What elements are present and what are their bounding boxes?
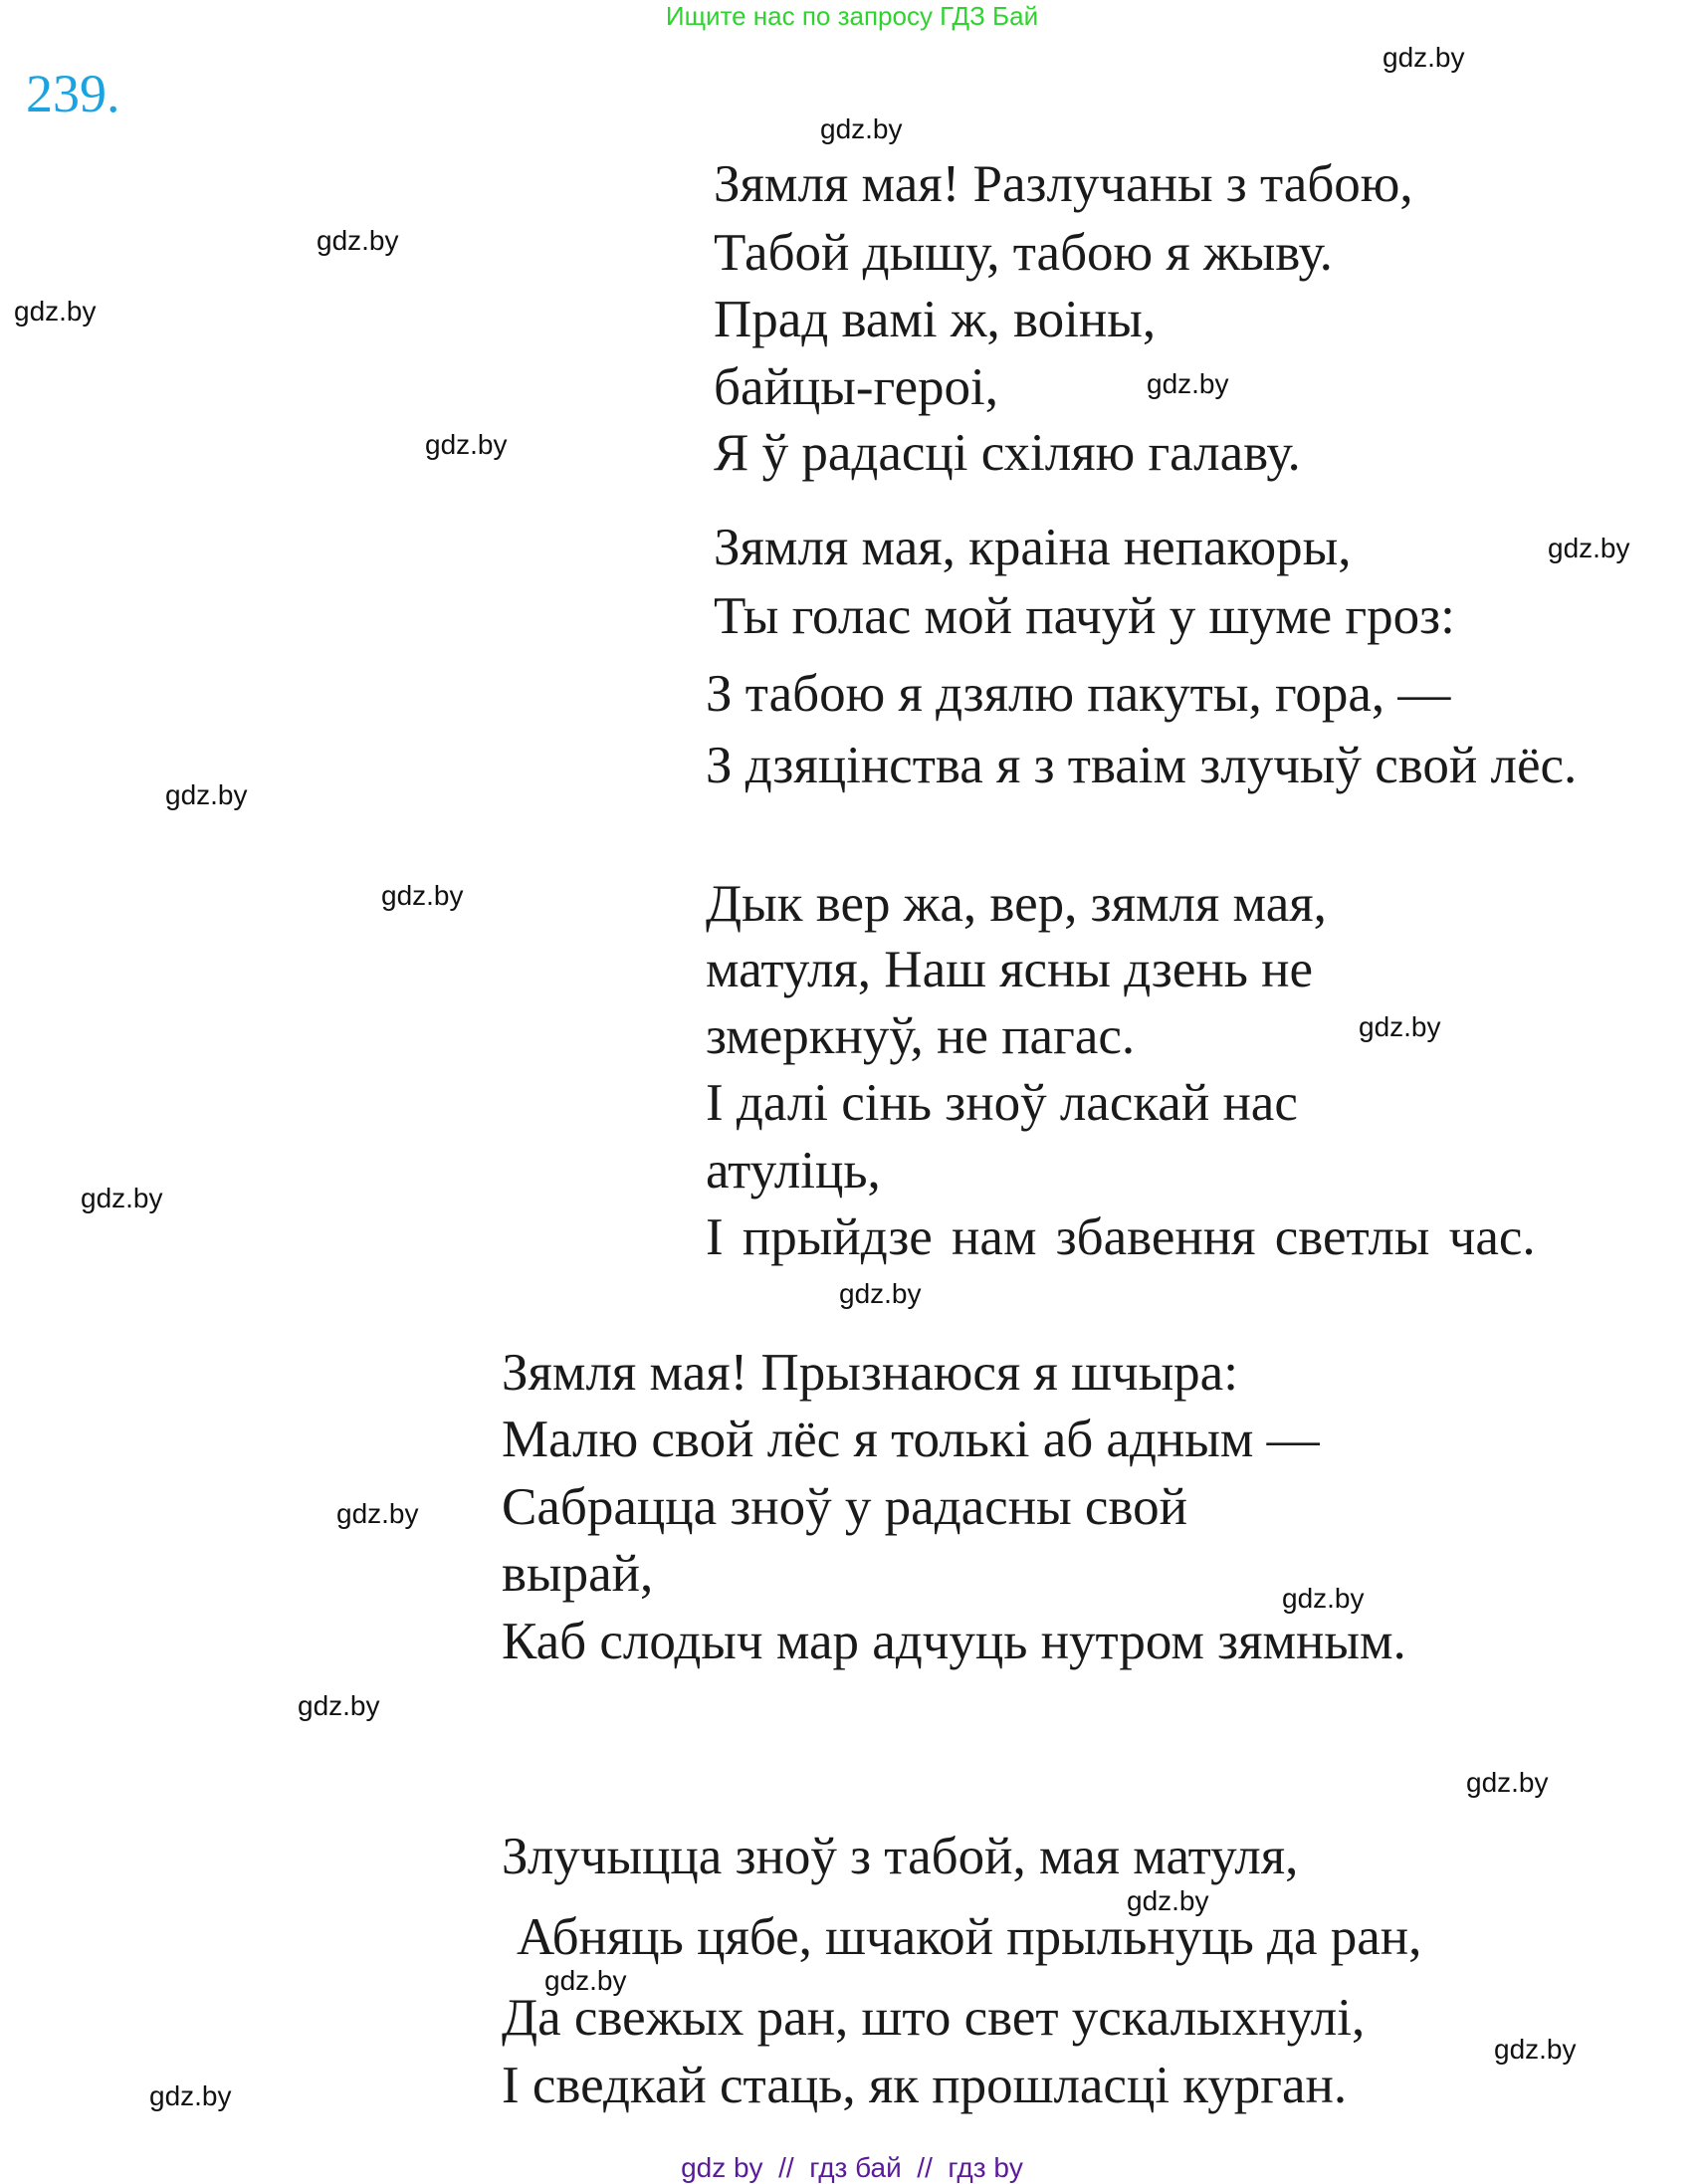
poem-line: Дык вер жа, вер, зямля мая,: [706, 875, 1327, 933]
search-banner: Ищите нас по запросу ГДЗ Бай: [665, 1, 1039, 31]
watermark: gdz.by: [298, 1690, 380, 1721]
poem-line: Прад вамі ж, воіны,: [714, 291, 1157, 348]
watermark: gdz.by: [336, 1498, 419, 1529]
watermark: gdz.by: [425, 429, 508, 460]
poem-line: З дзяцінства я з тваім злучыў свой лёс.: [706, 737, 1578, 794]
poem-line: матуля, Наш ясны дзень не: [706, 941, 1314, 998]
watermark: gdz.by: [820, 113, 903, 144]
watermark: gdz.by: [544, 1965, 627, 1996]
poem-line: Зямля мая! Разлучаны з табою,: [714, 155, 1413, 213]
watermark: gdz.by: [1147, 368, 1229, 399]
footer-links: gdz by // гдз бай // гдз by: [681, 2152, 1023, 2183]
poem-line: Малю свой лёс я толькі аб адным —: [502, 1411, 1320, 1468]
poem-line: І прыйдзе нам збавення светлы час.: [706, 1208, 1536, 1266]
watermark: gdz.by: [839, 1278, 922, 1309]
exercise-number: 239.: [26, 64, 120, 123]
poem-line: З табою я дзялю пакуты, гора, —: [706, 665, 1451, 723]
watermark: gdz.by: [149, 2080, 232, 2111]
watermark: gdz.by: [81, 1183, 163, 1213]
watermark: gdz.by: [1494, 2034, 1577, 2065]
watermark: gdz.by: [165, 779, 248, 810]
poem-line: вырай,: [502, 1545, 654, 1603]
poem-line: Да свежых ран, што свет ускалыхнулі,: [502, 1989, 1366, 2047]
watermark: gdz.by: [1127, 1885, 1209, 1916]
poem-line: байцы-героі,: [714, 358, 999, 416]
poem-line: атуліць,: [706, 1142, 881, 1200]
watermark: gdz.by: [1359, 1011, 1441, 1042]
poem-line: Злучыцца зноў з табой, мая матуля,: [502, 1828, 1299, 1885]
poem-line: Каб слодыч мар адчуць нутром зямным.: [502, 1613, 1406, 1670]
poem-line: Ты голас мой пачуй у шуме гроз:: [714, 587, 1455, 645]
poem-line: змеркнуў, не пагас.: [706, 1007, 1136, 1065]
watermark: gdz.by: [317, 225, 399, 256]
poem-line: Табой дышу, табою я жыву.: [714, 224, 1333, 282]
watermark: gdz.by: [1383, 42, 1465, 73]
watermark: gdz.by: [1548, 533, 1630, 563]
watermark: gdz.by: [381, 880, 464, 911]
watermark: gdz.by: [14, 296, 97, 327]
poem-line: Сабрацца зноў у радасны свой: [502, 1478, 1187, 1536]
poem-line: Я ў радасці схіляю галаву.: [714, 424, 1301, 482]
poem-line: І далі сінь зноў ласкай нас: [706, 1074, 1298, 1132]
poem-line: Зямля мая, краіна непакоры,: [714, 519, 1352, 576]
poem-line: Зямля мая! Прызнаюся я шчыра:: [502, 1344, 1238, 1402]
poem-line: І сведкай стаць, як прошласці курган.: [502, 2057, 1348, 2114]
watermark: gdz.by: [1282, 1583, 1365, 1614]
watermark: gdz.by: [1466, 1767, 1549, 1798]
poem-line: Абняць цябе, шчакой прыльнуць да ран,: [517, 1908, 1422, 1966]
